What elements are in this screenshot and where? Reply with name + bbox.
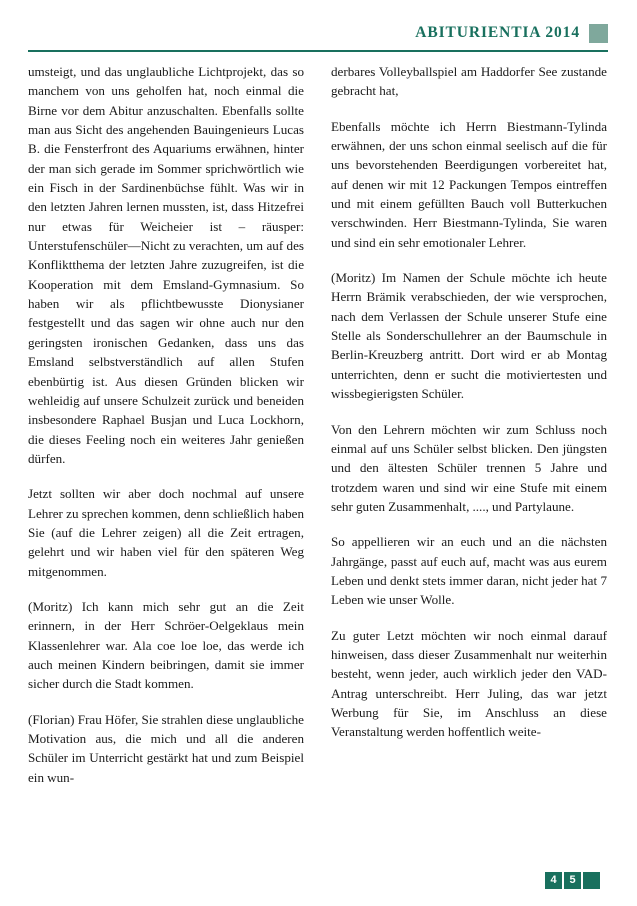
publication-title: ABITURIENTIA 2014: [415, 24, 580, 42]
masthead-row: [28, 20, 608, 46]
paragraph: So appellieren wir an euch und an die nächsten Jahrgänge, passt auf euch auf, macht was aus eurem Leben und denkt stets immer daran, nicht jeder hat 7 Leben wie unser Wolle.: [331, 534, 607, 608]
paragraph: Zu guter Letzt möchten wir noch einmal darauf hinweisen, dass dieser Zusammenhalt nur weiterhin besteht, wenn jeder, auch wirklich jeder den VAD-Antrag unterschreibt. Herr Juling, das war jetzt Werbung für Sie, im Anschluss an diese Veranstaltung werden hoffentlich weite-: [331, 627, 607, 740]
article-body: [28, 62, 608, 787]
right-column: [331, 62, 607, 787]
header-divider: [28, 50, 608, 52]
header-accent-square-icon: [589, 24, 608, 43]
paragraph: umsteigt, und das unglaubliche Lichtprojekt, das so manchem von uns geholfen hat, noch einmal die Birne vor dem Abitur anzuschalten. Ebenfalls sollte man aus Sicht des angehenden Bauingenieurs Lucas B. die Fensterfront des Aquariums erwähnen, hinter der man sich gerade im Sommer sprichwörtlich wie ein Fisch in der Sardinenbüchse fühlt. Was wir in den letzten Jahren lernen mussten, ist, dass Hitzefrei nur etwas für Weicheier ist – räusper: Unterstufenschüler—Nicht zu verachten, um auf des Konfliktthema der letzten Jahre zuzugreifen, ist die Kooperation mit dem Emsland-Gymnasium. So haben wir als pflichtbewusste Dionysianer festgestellt und das sagen wir ohne auch nur den geringsten ironischen Gedanken, dass uns das Emsland selbstverständlich auf allen Stufen ebenbürtig ist. Aus diesen Gründen blicken wir wehleidig auf unsere Schulzeit zurück und beneiden insbesondere Raphael Busjan und Luca Lockhorn, die dieses Feeling noch ein weiteres Jahr genießen dürfen.: [28, 64, 304, 466]
page-number-footer: [545, 872, 600, 889]
paragraph: Ebenfalls möchte ich Herrn Biestmann-Tylinda erwähnen, der uns schon einmal seelisch auf die für uns bevorstehenden Beerdigungen vorbereitet hat, auf denen wir mit 12 Packungen Tempos eintreffen und mit einem gefüllten Bauch voll Butterkuchen verschwinden. Herr Biestmann-Tylinda, Sie waren und sind ein sehr emotionaler Lehrer.: [331, 118, 607, 250]
paragraph: Von den Lehrern möchten wir zum Schluss noch einmal auf uns Schüler selbst blicken. Den jüngsten und den ältesten Schüler trennen 5 Jahre und trotzdem waren und sind wir eine Stufe mit einem sehr guten Zusammenhalt, ...., und Partylaune.: [331, 421, 607, 514]
paragraph: (Florian) Frau Höfer, Sie strahlen diese unglaubliche Motivation aus, die mich und all die anderen Schüler im Unterricht gestärkt hat und zum Beispiel ein wun-: [28, 711, 304, 785]
paragraph: Jetzt sollten wir aber doch nochmal auf unsere Lehrer zu sprechen kommen, denn schließlich haben Sie (auf die Lehrer zeigen) all die Zeit ertragen, gelehrt und wir haben viel für den späteren Weg mitgenommen.: [28, 486, 304, 579]
page-header: [28, 20, 608, 54]
footer-accent-square-icon: [583, 872, 600, 889]
paragraph: (Moritz) Im Namen der Schule möchte ich heute Herrn Brämik verabschieden, der wie versprochen, nach dem Verlassen der Schule unserer Stufe eine Stelle als Sonderschullehrer an der Baumschule in Berlin-Kreuzberg antritt. Dort wird er ab Montag unterrichten, denn er sucht die motiviertesten und wissbegierigsten Schüler.: [331, 270, 607, 402]
page-number-box: 5: [564, 872, 581, 889]
paragraph: derbares Volleyballspiel am Haddorfer See zustande gebracht hat,: [331, 64, 607, 99]
page-number-box: 4: [545, 872, 562, 889]
left-column: [28, 62, 304, 787]
paragraph: (Moritz) Ich kann mich sehr gut an die Zeit erinnern, in der Herr Schröer-Oelgeklaus mein Klassenlehrer war. Ala coe loe loe, das werde ich auch meinen Kindern beibringen, damit sie immer sicher durch die Stadt kommen.: [28, 598, 304, 692]
